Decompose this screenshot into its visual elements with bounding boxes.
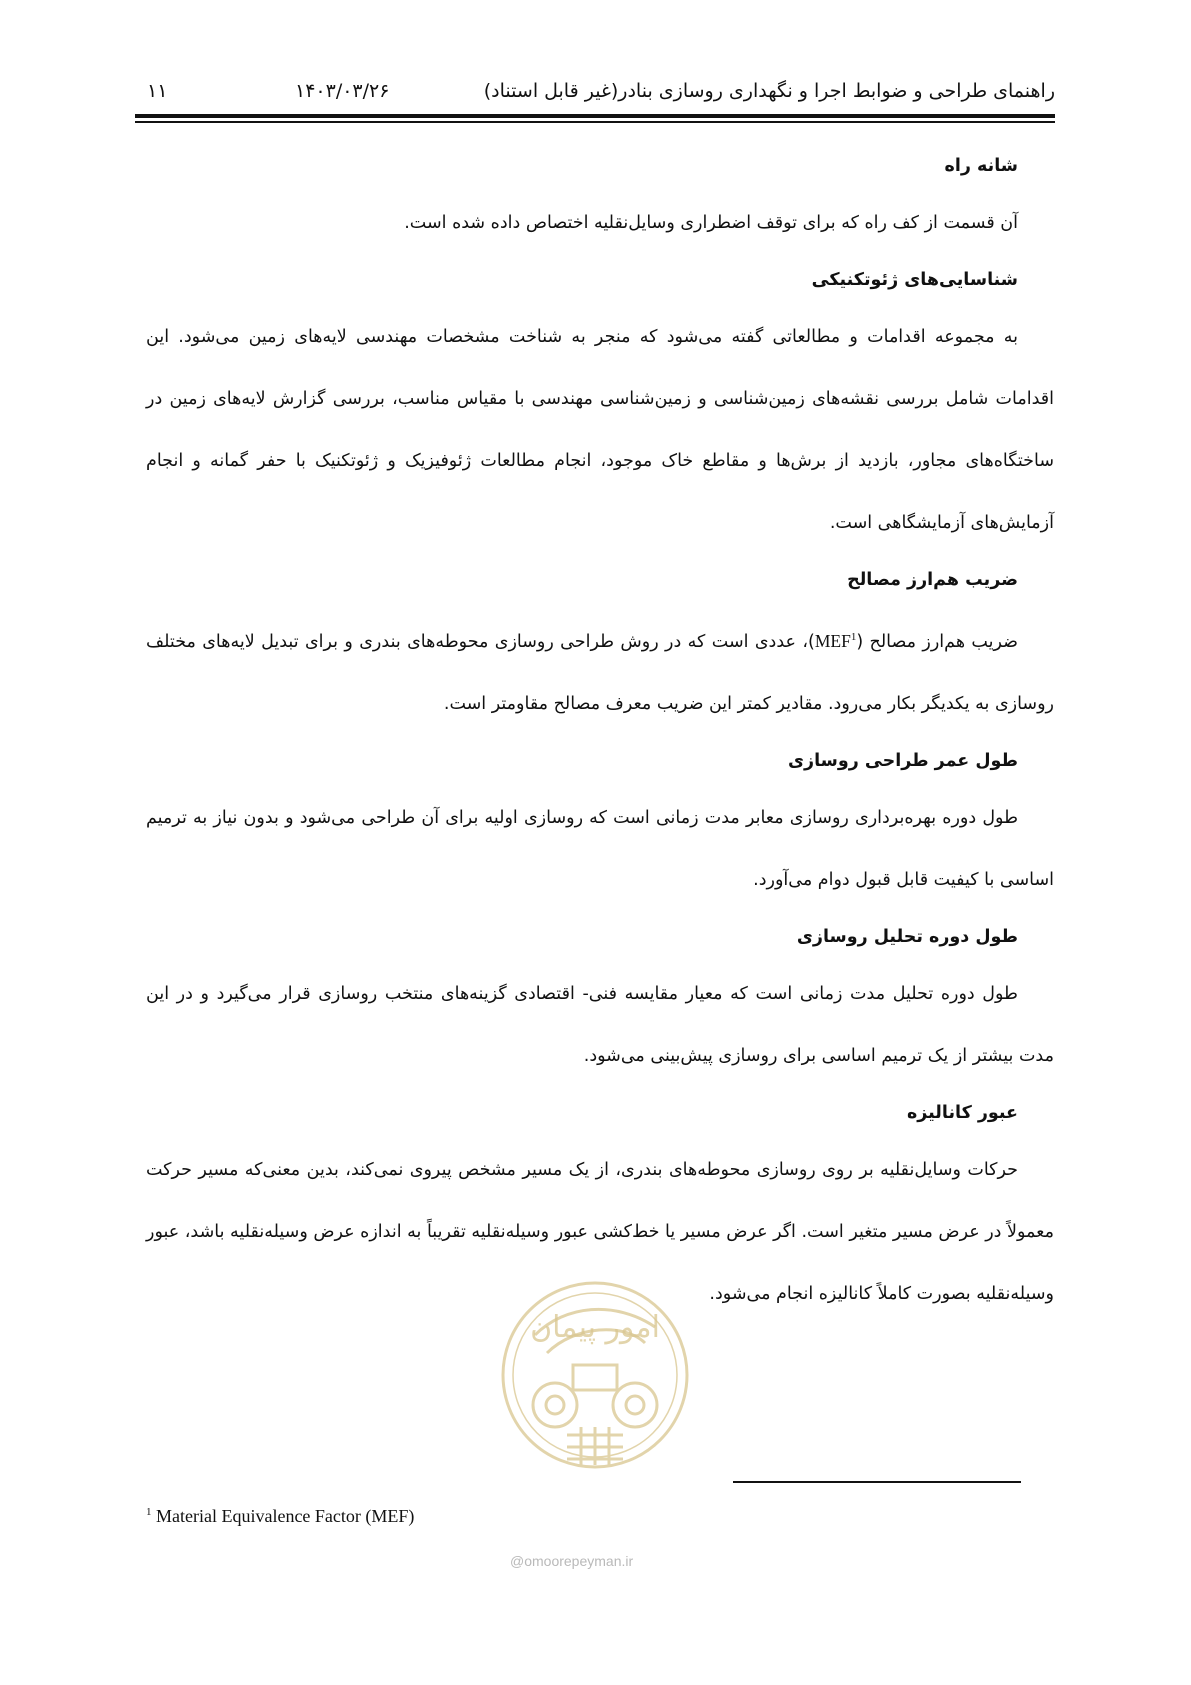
footnote-separator bbox=[733, 1481, 1021, 1483]
header-title: راهنمای طراحی و ضوابط اجرا و نگهداری روسازی بنادر(غیر قابل استناد) bbox=[483, 80, 1055, 102]
watermark-seal-icon bbox=[495, 1265, 695, 1485]
section-heading: طول عمر طراحی روسازی bbox=[787, 750, 1018, 771]
header-rule-thin bbox=[135, 121, 1055, 123]
section-heading: شانه راه bbox=[944, 156, 1018, 176]
watermark-logo bbox=[495, 1265, 695, 1485]
paragraph-text-start: ضریب هم‌ارز مصالح ( bbox=[856, 631, 1018, 652]
abbreviation-text: MEF bbox=[814, 630, 851, 651]
watermark-url: @omoorepeyman.ir bbox=[510, 1553, 634, 1569]
header-rule-thick bbox=[135, 114, 1055, 118]
section-heading: شناسایی‌های ژئوتکنیکی bbox=[811, 270, 1018, 290]
section-paragraph: آن قسمت از کف راه که برای توقف اضطراری وسایل‌نقلیه اختصاص داده شده است. bbox=[404, 213, 1018, 233]
footnote-mark: 1 bbox=[146, 1506, 152, 1518]
section-paragraph: طول دوره تحلیل مدت زمانی است که معیار مقایسه فنی- اقتصادی گزینه‌های منتخب روسازی قرار می‌گیرد و در این مدت بیشتر از یک ترمیم اساسی برای روسازی پیش‌بینی می‌شود. bbox=[146, 983, 1054, 1066]
header-date: ۱۴۰۳/۰۳/۲۶ bbox=[295, 80, 390, 102]
section-paragraph: حرکات وسایل‌نقلیه بر روی روسازی محوطه‌های بندری، از یک مسیر مشخص پیروی نمی‌کند، بدین معنی‌که مسیر حرکت معمولاً در عرض مسیر متغیر است. اگر عرض مسیر یا خط‌کشی عبور وسیله‌نقلیه تقریباً به اندازه عرض وسیله‌نقلیه باشد، عبور وسیله‌نقلیه بصورت کاملاً کانالیزه انجام می‌شود. bbox=[146, 1159, 1054, 1304]
page-number: ۱۱ bbox=[147, 80, 168, 102]
section-paragraph bbox=[146, 606, 1054, 735]
page-header bbox=[135, 72, 1055, 112]
section-heading: طول دوره تحلیل روسازی bbox=[796, 926, 1018, 947]
watermark-logo-text: امور پیمان bbox=[530, 1310, 660, 1345]
footnote-text: Material Equivalence Factor (MEF) bbox=[156, 1506, 415, 1526]
section-paragraph: طول دوره بهره‌برداری روسازی معابر مدت زمانی است که روسازی اولیه برای آن طراحی می‌شود و بدون نیاز به ترمیم اساسی با کیفیت قابل قبول دوام می‌آورد. bbox=[146, 807, 1054, 890]
section-heading: ضریب هم‌ارز مصالح bbox=[847, 570, 1018, 590]
abbreviation-mef bbox=[815, 631, 856, 651]
section-paragraph: به مجموعه اقدامات و مطالعاتی گفته می‌شود که منجر به شناخت مشخصات مهندسی لایه‌های زمین می‌شود. این اقدامات شامل بررسی نقشه‌های زمین‌شناسی و زمین‌شناسی مهندسی با مقیاس مناسب، بررسی گزارش لایه‌های زمین در ساختگاه‌های مجاور، بازدید از برش‌ها و مقاطع خاک موجود، انجام مطالعات ژئوفیزیک و ژئوتکنیک با حفر گمانه و انجام آزمایش‌های آزمایشگاهی است. bbox=[146, 327, 1054, 533]
section-heading: عبور کانالیزه bbox=[906, 1102, 1018, 1123]
main-content bbox=[146, 148, 1054, 1333]
paragraph-text-end: )، عددی است که در روش طراحی روسازی محوطه‌های بندری و برای تبدیل لایه‌های مختلف روسازی به یکدیگر بکار می‌رود. مقادیر کمتر این ضریب معرف مصالح مقاومتر است. bbox=[146, 631, 1054, 714]
footnote-reference[interactable]: 1 bbox=[850, 631, 857, 643]
footnote bbox=[146, 1506, 414, 1527]
